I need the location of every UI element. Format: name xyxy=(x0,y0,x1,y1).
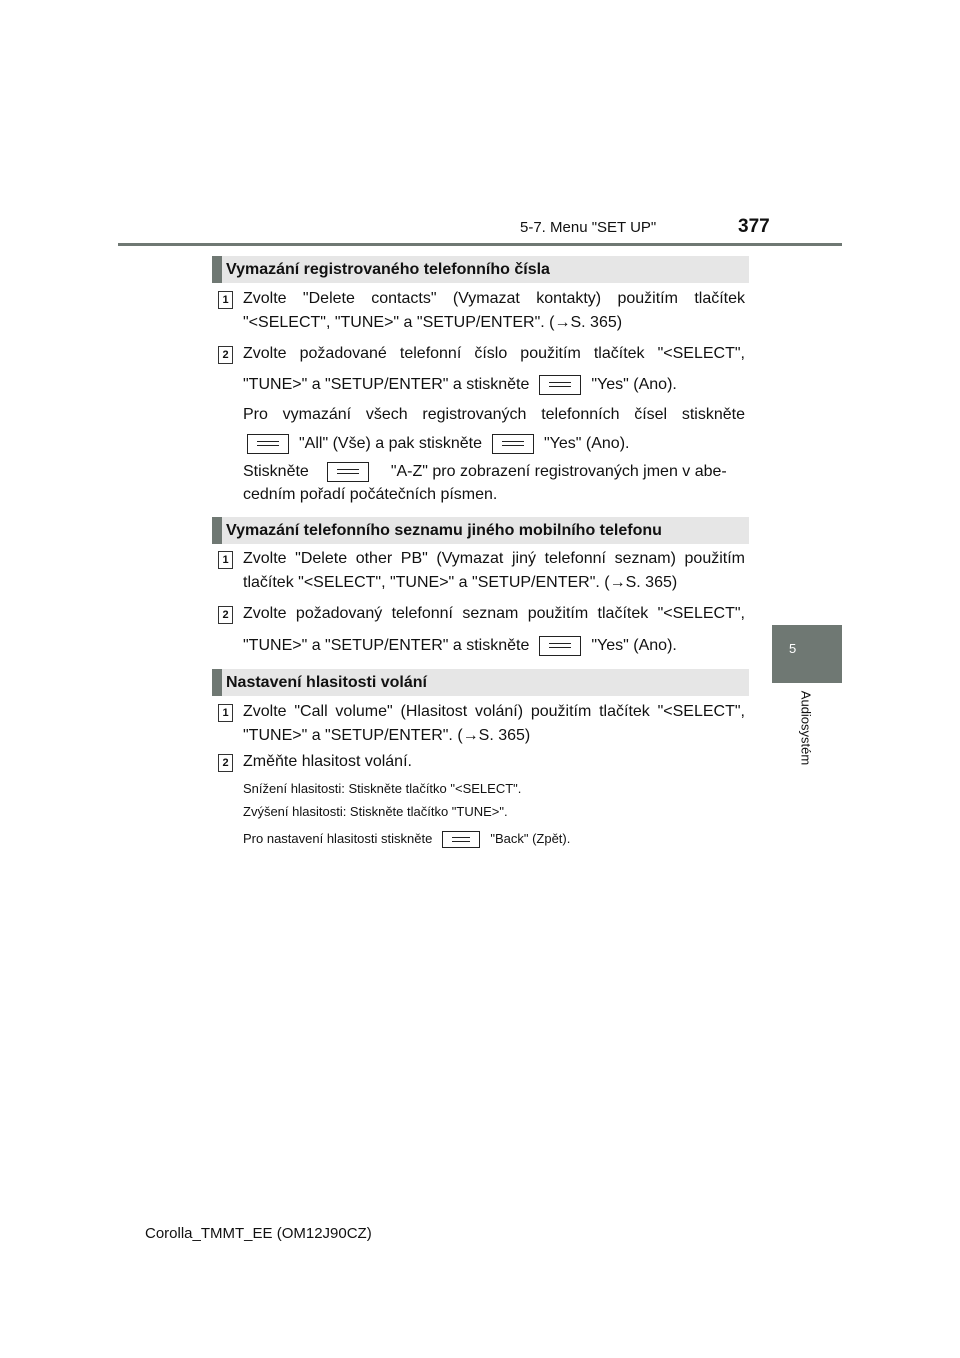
step-number: 1 xyxy=(218,551,233,569)
info-text: "Yes" (Ano). xyxy=(543,435,630,453)
step-text: tlačítek "<SELECT", "TUNE>" a "SETUP/ENTER". (→S. 365) xyxy=(243,574,678,591)
chapter-label: Audiosystém xyxy=(798,690,814,766)
key-icon xyxy=(492,434,534,454)
note-text: Snížení hlasitosti: Stiskněte tlačítko "<SELECT". xyxy=(243,781,522,796)
key-icon xyxy=(247,434,289,454)
step-text: "TUNE>" a "SETUP/ENTER". (→S. 365) xyxy=(243,727,531,744)
chapter-number: 5 xyxy=(789,641,797,656)
step-text: Zvolte "Delete other PB" (Vymazat jiný telefonní seznam) použitím xyxy=(243,550,745,567)
header-rule xyxy=(118,243,842,246)
step-text: Zvolte "Delete contacts" (Vymazat kontakty) použitím tlačítek xyxy=(243,290,745,307)
footer-document-id: Corolla_TMMT_EE (OM12J90CZ) xyxy=(145,1225,372,1242)
key-icon xyxy=(442,831,480,848)
key-icon xyxy=(327,462,369,482)
step-text: Změňte hlasitost volání. xyxy=(243,753,412,770)
step-text-with-key xyxy=(243,375,677,395)
section-heading-delete-number: Vymazání registrovaného telefonního čísla xyxy=(212,256,749,283)
step-number: 1 xyxy=(218,704,233,722)
step-number: 2 xyxy=(218,606,233,624)
step-text: Zvolte požadovaný telefonní seznam použitím tlačítek "<SELECT", xyxy=(243,605,745,622)
info-text: "A-Z" pro zobrazení registrovaných jmen v abe- xyxy=(390,463,727,481)
step-text: "Yes" (Ano). xyxy=(591,637,677,655)
step-text: "Yes" (Ano). xyxy=(591,376,677,394)
step-text: "TUNE>" a "SETUP/ENTER" a stiskněte xyxy=(243,637,530,655)
note-text: "Back" (Zpět). xyxy=(490,831,571,846)
note-text-with-key xyxy=(243,831,570,848)
chapter-tab xyxy=(772,625,842,683)
step-text: Zvolte požadované telefonní číslo použitím tlačítek "<SELECT", xyxy=(243,345,745,362)
note-text: Pro nastavení hlasitosti stiskněte xyxy=(243,831,433,846)
step-number: 2 xyxy=(218,754,233,772)
step-text-with-key xyxy=(243,636,677,656)
step-number: 2 xyxy=(218,346,233,364)
key-icon xyxy=(539,375,581,395)
note-text: Zvýšení hlasitosti: Stiskněte tlačítko "TUNE>". xyxy=(243,804,508,819)
step-number: 1 xyxy=(218,291,233,309)
page-number: 377 xyxy=(738,216,770,237)
section-heading-call-volume: Nastavení hlasitosti volání xyxy=(212,669,749,696)
section-heading-delete-phonebook: Vymazání telefonního seznamu jiného mobilního telefonu xyxy=(212,517,749,544)
key-icon xyxy=(539,636,581,656)
step-text: "TUNE>" a "SETUP/ENTER" a stiskněte xyxy=(243,376,530,394)
running-header-section: 5-7. Menu "SET UP" xyxy=(520,219,657,236)
step-text: "<SELECT", "TUNE>" a "SETUP/ENTER". (→S. 365) xyxy=(243,314,623,331)
info-text: Pro vymazání všech registrovaných telefonních čísel stiskněte xyxy=(243,406,745,423)
info-text-with-keys xyxy=(237,434,629,454)
step-text: Zvolte "Call volume" (Hlasitost volání) použitím tlačítek "<SELECT", xyxy=(243,703,745,720)
info-text-with-key xyxy=(243,462,745,482)
info-text: "All" (Vše) a pak stiskněte xyxy=(299,435,482,453)
info-text: cedním pořadí počátečních písmen. xyxy=(243,486,498,503)
info-text: Stiskněte xyxy=(243,463,309,481)
